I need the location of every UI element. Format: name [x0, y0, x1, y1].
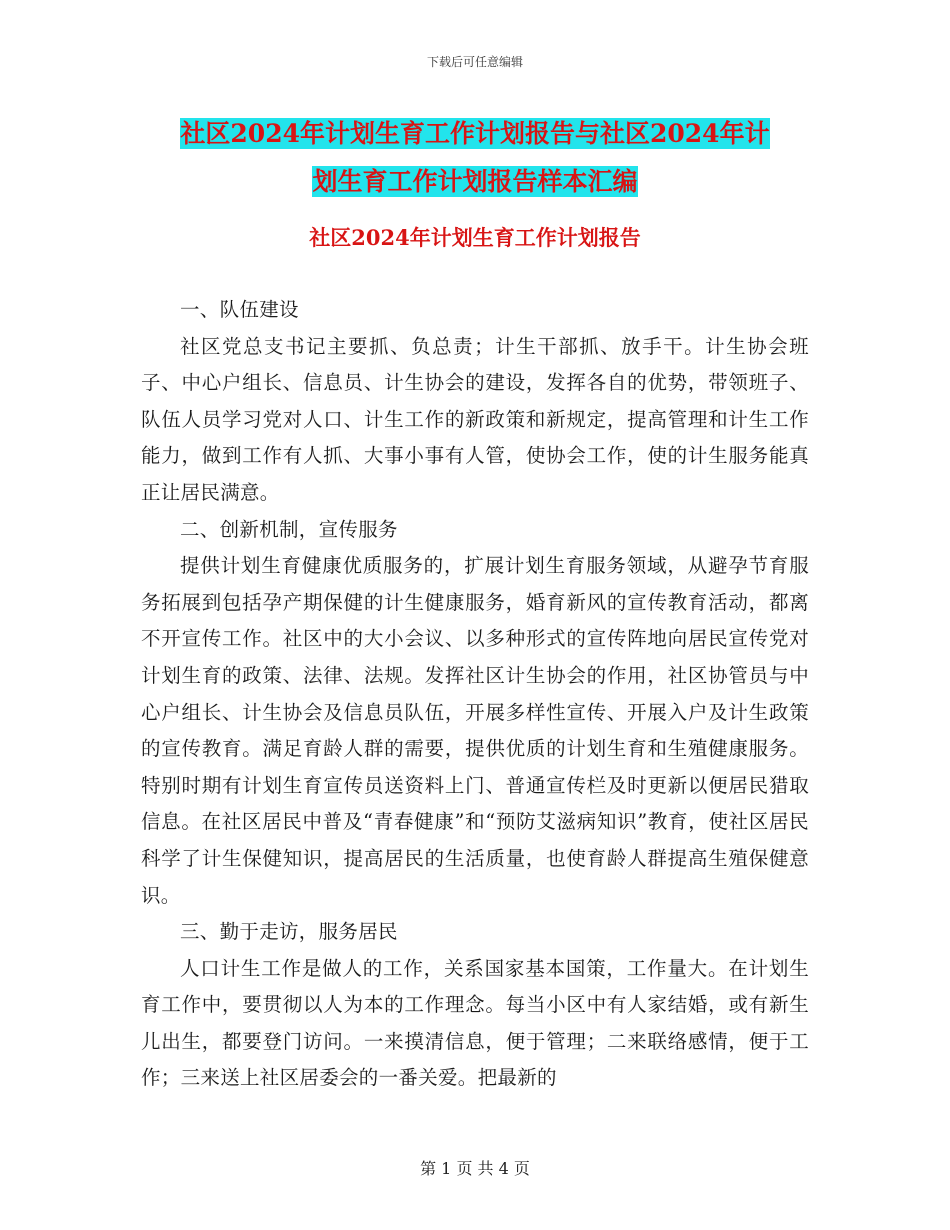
heading-visits: 三、勤于走访，服务居民 [180, 920, 398, 944]
download-note: 下载后可任意编辑 [426, 55, 523, 69]
page-number: 第 1 页 共 4 页 [420, 1159, 530, 1178]
heading-team-building: 一、队伍建设 [180, 298, 299, 321]
paragraph-team-building: 社区党总支书记主要抓、负总责；计生干部抓、放手干。计生协会班子、中心户组长、信息员、计生协会的建设，发挥各自的优势，带领班子、队伍人员学习党对人口、计生工作的新政策和新规定，提高管理和计生工作能力，做到工作有人抓、大事小事有人管，使协会工作，使的计生服务能真正让居民满意。 [141, 334, 809, 504]
section-title: 社区2024年计划生育工作计划报告 [309, 225, 641, 250]
title-line-2: 划生育工作计划报告样本汇编 [312, 167, 638, 196]
title-line-1: 社区2024年计划生育工作计划报告与社区2024年计 [180, 119, 770, 148]
paragraph-visits: 人口计生工作是做人的工作，关系国家基本国策，工作量大。在计划生育工作中，要贯彻以人为本的工作理念。每当小区中有人家结婚，或有新生儿出生，都要登门访问。一来摸清信息，便于管理；二来联络感情，便于工作；三来送上社区居委会的一番关爱。把最新的 [141, 956, 809, 1090]
paragraph-innovation: 提供计划生育健康优质服务的，扩展计划生育服务领域，从避孕节育服务拓展到包括孕产期保健的计生健康服务，婚育新风的宣传教育活动，都离不开宣传工作。社区中的大小会议、以多种形式的宣传阵地向居民宣传党对计划生育的政策、法律、法规。发挥社区计生协会的作用，社区协管员与中心户组长、计生协会及信息员队伍，开展多样性宣传、开展入户及计生政策的宣传教育。满足育龄人群的需要，提供优质的计划生育和生殖健康服务。特别时期有计划生育宣传员送资料上门、普通宣传栏及时更新以便居民猎取信息。在社区居民中普及“青春健康”和“预防艾滋病知识”教育，使社区居民科学了计生保健知识，提高居民的生活质量，也使育龄人群提高生殖保健意识。 [141, 554, 809, 907]
document-title [130, 110, 820, 206]
heading-innovation: 二、创新机制，宣传服务 [180, 517, 398, 541]
document-body [141, 292, 809, 1097]
